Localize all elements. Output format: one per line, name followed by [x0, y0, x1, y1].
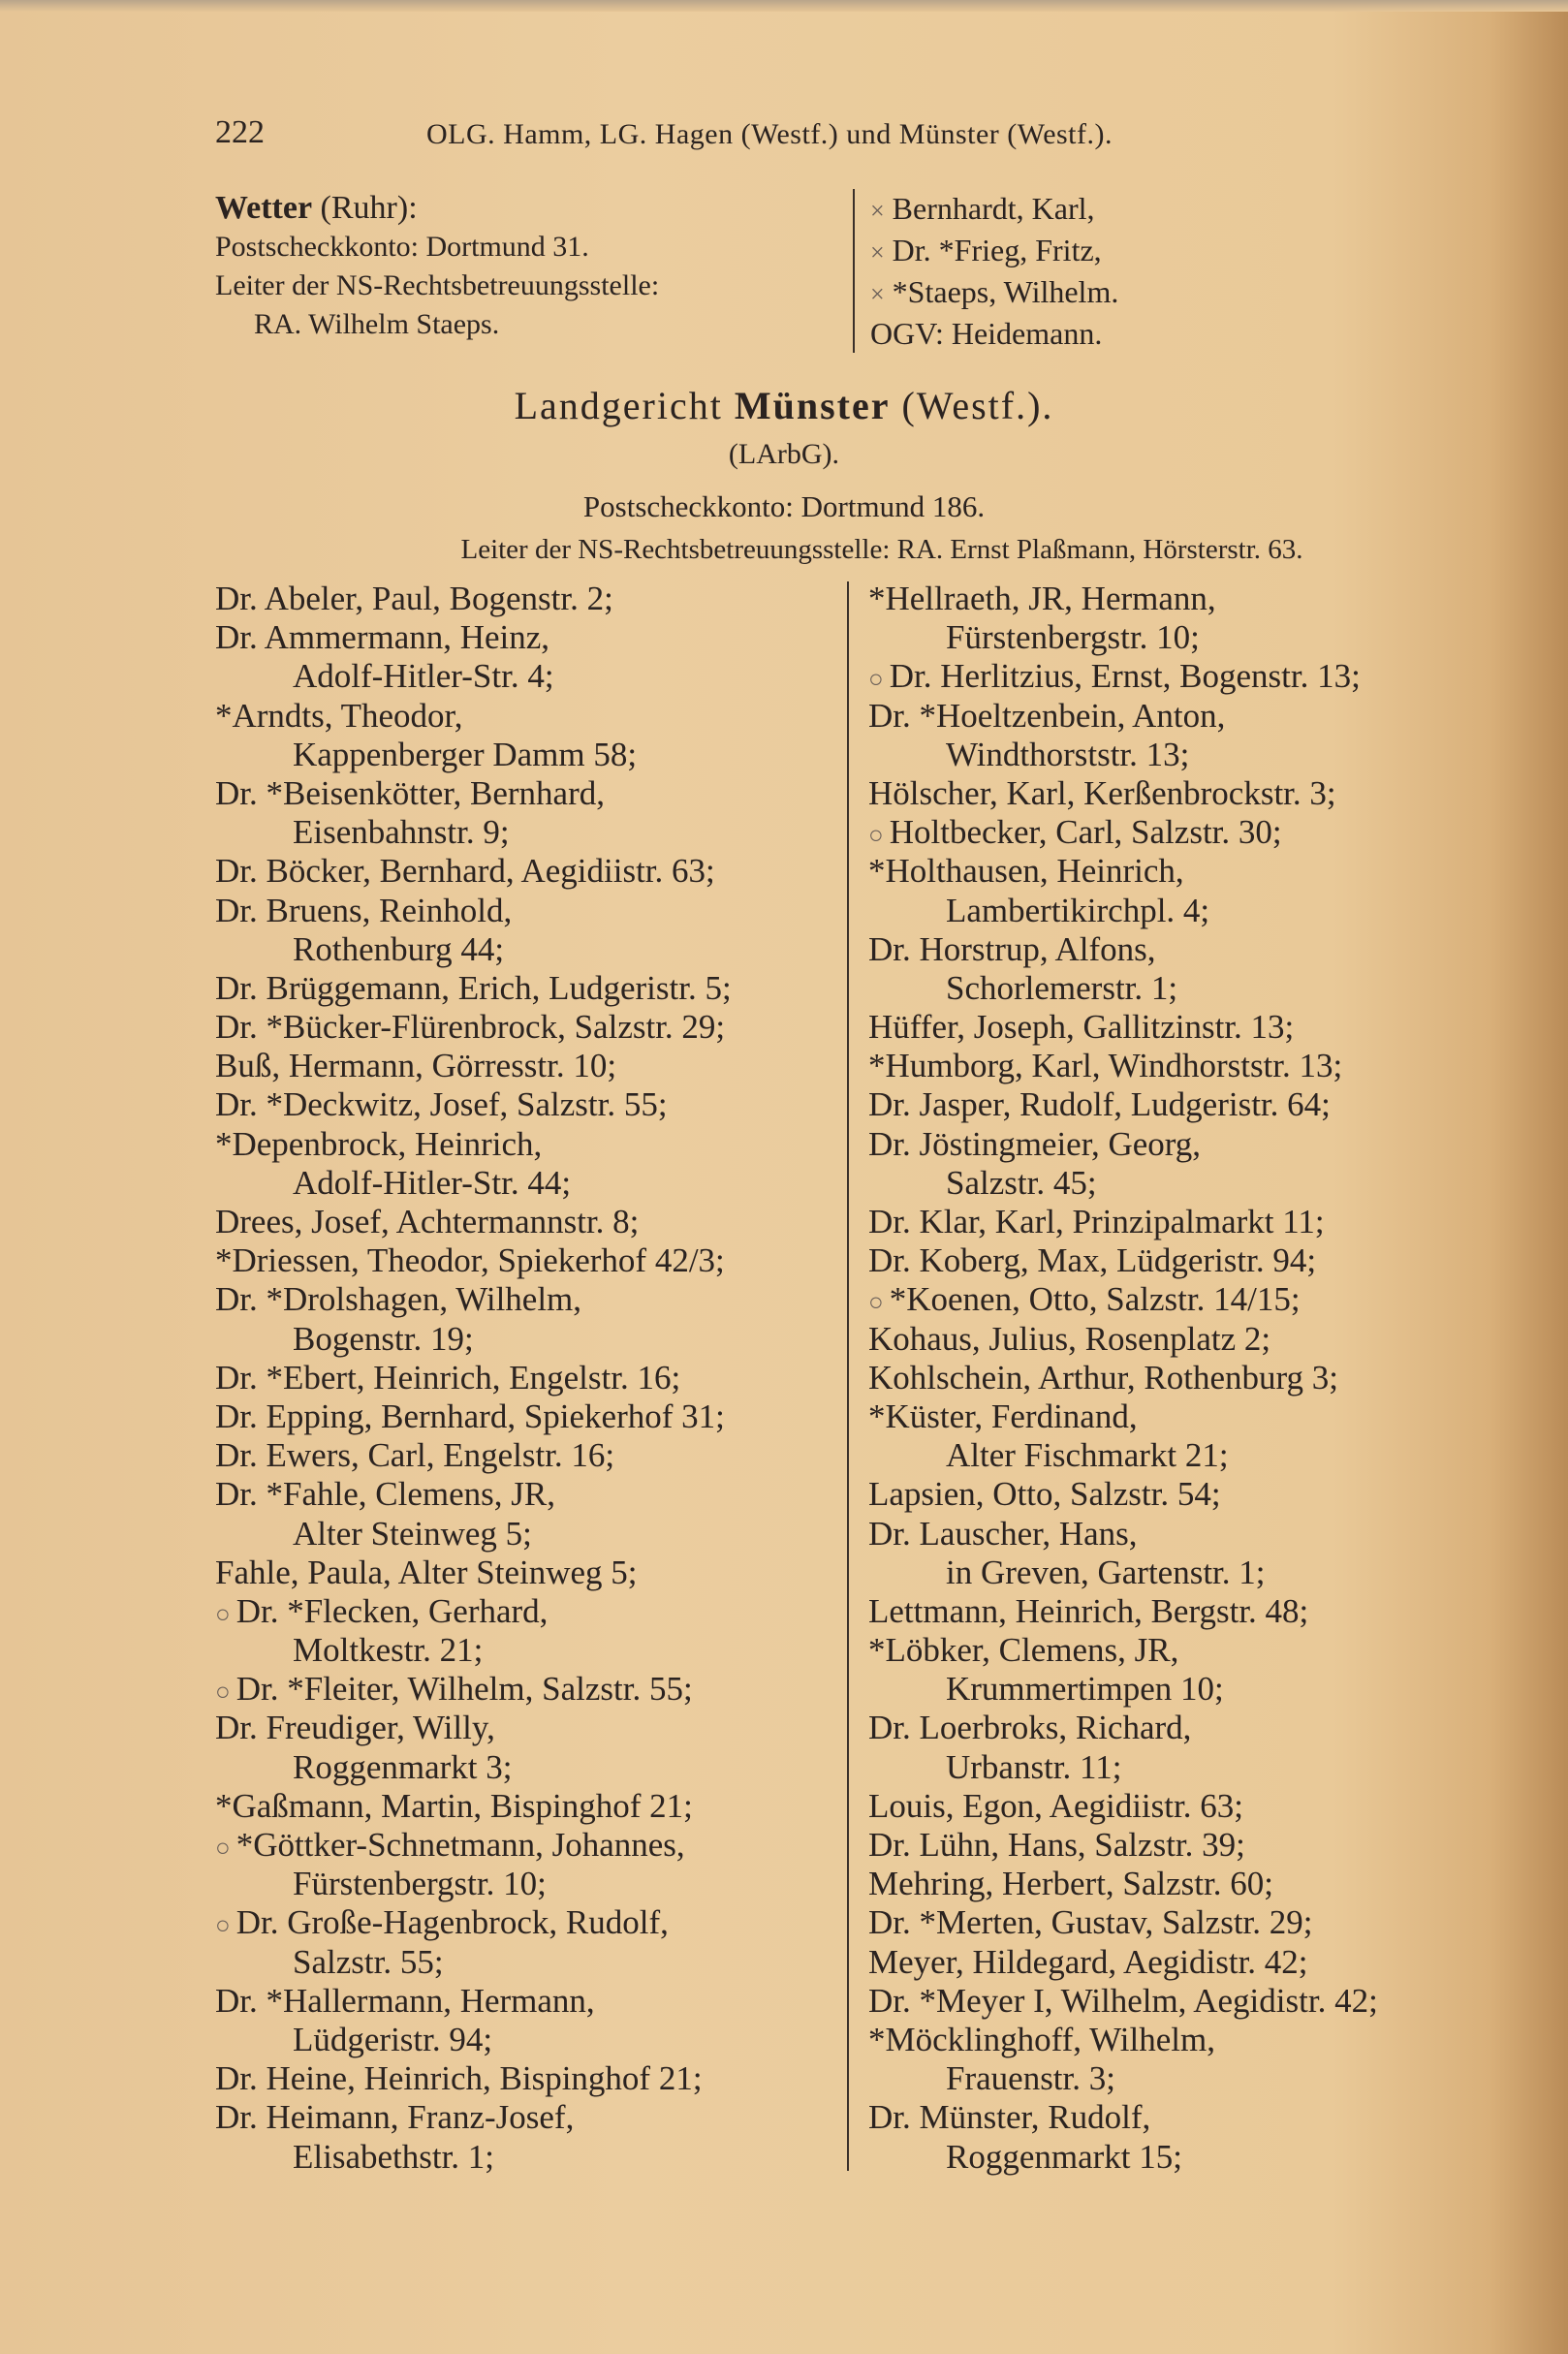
list-item: [215, 1320, 843, 1359]
list-item: [868, 1320, 1508, 1359]
entry-text: Dr. *Flecken, Gerhard,: [235, 1591, 549, 1630]
circle-marker-icon: ○: [215, 1678, 231, 1707]
list-item: [868, 1125, 1508, 1164]
list-item: [868, 852, 1508, 891]
entry-text: Fürstenbergstr. 10;: [946, 618, 1200, 657]
entry-text: Dr. Lühn, Hans, Salzstr. 39;: [868, 1826, 1245, 1864]
entry-text: Moltkestr. 21;: [293, 1631, 484, 1670]
list-item: [215, 1592, 843, 1631]
list-item: [215, 930, 843, 969]
entry-text: Dr. Abeler, Paul, Bogenstr. 2;: [215, 580, 613, 617]
wetter-leiter-label: Leiter der NS-Rechtsbetreuungsstelle:: [215, 269, 660, 301]
entry-text: Fahle, Paula, Alter Steinweg 5;: [215, 1553, 638, 1591]
list-item: [215, 1280, 843, 1319]
entry-text: Meyer, Hildegard, Aegidistr. 42;: [868, 1942, 1308, 1981]
list-item: [868, 892, 1508, 930]
entry-text: Louis, Egon, Aegidiistr. 63;: [868, 1786, 1243, 1825]
entry-text: Mehring, Herbert, Salzstr. 60;: [868, 1865, 1273, 1903]
wetter-heading: [215, 189, 835, 228]
entry-text: Hölscher, Karl, Kerßenbrockstr. 3;: [868, 773, 1336, 812]
list-item: [868, 1085, 1508, 1124]
list-item: [215, 580, 843, 618]
entry-text: Dr. *Bücker-Flürenbrock, Salzstr. 29;: [215, 1008, 726, 1047]
list-item: [868, 1865, 1508, 1903]
entry-text: Dr. Ewers, Carl, Engelstr. 16;: [215, 1436, 615, 1475]
entry-text: Dr. Heimann, Franz-Josef,: [215, 2098, 575, 2137]
column-divider: [847, 581, 849, 2171]
wetter-members: [853, 189, 1118, 353]
list-item: [215, 697, 843, 736]
list-item: [868, 1047, 1508, 1085]
circle-marker-icon: ○: [215, 1834, 231, 1862]
entry-text: Fürstenbergstr. 10;: [293, 1865, 547, 1903]
cross-marker-icon: ×: [870, 197, 885, 225]
list-item: [215, 1826, 843, 1865]
entry-text: Krummertimpen 10;: [946, 1670, 1224, 1709]
entry-text: *Arndts, Theodor,: [215, 696, 463, 735]
entry-text: Buß, Hermann, Görresstr. 10;: [215, 1047, 617, 1085]
entry-text: *Depenbrock, Heinrich,: [215, 1124, 543, 1163]
list-item: [215, 1008, 843, 1047]
entry-text: Dr. Bruens, Reinhold,: [215, 891, 513, 929]
entry-text: Dr. Lauscher, Hans,: [868, 1514, 1138, 1553]
list-item: [215, 774, 843, 813]
entry-text: Kappenberger Damm 58;: [293, 735, 638, 773]
entry-text: Dr. Brüggemann, Erich, Ludgeristr. 5;: [215, 968, 732, 1007]
list-item: [215, 1125, 843, 1164]
entry-text: Kohaus, Julius, Rosenplatz 2;: [868, 1319, 1271, 1358]
list-item: [868, 580, 1508, 618]
circle-marker-icon: ○: [868, 821, 884, 850]
entry-text: Dr. Epping, Bernhard, Spiekerhof 31;: [215, 1397, 725, 1435]
entry-text: Dr. Herlitzius, Ernst, Bogenstr. 13;: [889, 657, 1361, 696]
list-item: [215, 1903, 843, 1942]
list-item: [215, 969, 843, 1008]
list-item: [215, 892, 843, 930]
section-postscheck: Postscheckkonto: Dortmund 186.: [582, 489, 986, 523]
list-item: [868, 1203, 1508, 1241]
entry-text: Adolf-Hitler-Str. 44;: [293, 1163, 572, 1202]
entry-text: Dr. Freudiger, Willy,: [215, 1709, 495, 1747]
entry-text: Drees, Josef, Achtermannstr. 8;: [215, 1203, 640, 1240]
list-item: [868, 930, 1508, 969]
list-item: [215, 1241, 843, 1280]
entry-text: Dr. *Hallermann, Hermann,: [215, 1981, 595, 2020]
entry-text: *Löbker, Clemens, JR,: [868, 1631, 1179, 1670]
entry-text: Dr. *Fahle, Clemens, JR,: [215, 1475, 555, 1514]
entry-text: Dr. *Deckwitz, Josef, Salzstr. 55;: [215, 1085, 668, 1124]
list-item: [215, 2021, 843, 2059]
running-head: OLG. Hamm, LG. Hagen (Westf.) und Münster (Westf.).: [426, 118, 1113, 150]
list-item: [215, 1787, 843, 1826]
section-title-post: (Westf.).: [890, 384, 1054, 427]
page-top-edge: [0, 0, 1568, 12]
entry-text: Dr. Jasper, Rudolf, Ludgeristr. 64;: [868, 1085, 1331, 1124]
wetter-leiter-name: RA. Wilhelm Staeps.: [254, 308, 500, 340]
list-item: [215, 852, 843, 891]
list-item: [868, 1436, 1508, 1475]
list-item: [215, 1436, 843, 1475]
list-item: [868, 1280, 1508, 1319]
entry-text: *Holthausen, Heinrich,: [868, 852, 1184, 891]
section-subtitle: (LArbG).: [728, 438, 840, 470]
entry-text: *Staeps, Wilhelm.: [892, 274, 1119, 309]
list-item: [868, 2098, 1508, 2137]
list-item: [215, 1047, 843, 1085]
entry-text: Roggenmarkt 15;: [946, 2137, 1182, 2176]
list-item: [868, 736, 1508, 774]
entry-text: Schorlemerstr. 1;: [946, 968, 1178, 1007]
entry-text: Dr. Koberg, Max, Lüdgeristr. 94;: [868, 1241, 1317, 1280]
entry-text: Rothenburg 44;: [293, 929, 505, 968]
list-item: [868, 1982, 1508, 2021]
list-item: [868, 1515, 1508, 1554]
right-column: [868, 580, 1508, 2177]
entry-text: *Koenen, Otto, Salzstr. 14/15;: [889, 1280, 1301, 1319]
list-item: [215, 1709, 843, 1747]
section-leiter: Leiter der NS-Rechtsbetreuungsstelle: RA. Ernst Plaßmann, Hörsterstr. 63.: [460, 534, 1303, 565]
list-item: [868, 1787, 1508, 1826]
list-item: [868, 1397, 1508, 1436]
entry-text: *Göttker-Schnetmann, Johannes,: [235, 1826, 685, 1864]
list-item: [868, 1670, 1508, 1709]
list-item: [868, 618, 1508, 657]
entry-text: Dr. Klar, Karl, Prinzipalmarkt 11;: [868, 1203, 1325, 1240]
list-item: [868, 1826, 1508, 1865]
entry-text: Windthorststr. 13;: [946, 735, 1190, 773]
list-item: [215, 813, 843, 852]
list-item: [215, 1865, 843, 1903]
entry-text: Dr. *Ebert, Heinrich, Engelstr. 16;: [215, 1358, 681, 1397]
wetter-title-rest: (Ruhr):: [312, 190, 418, 226]
entry-text: Kohlschein, Arthur, Rothenburg 3;: [868, 1358, 1338, 1397]
entry-text: in Greven, Gartenstr. 1;: [946, 1553, 1266, 1591]
section-title: [0, 383, 1568, 428]
entry-text: *Gaßmann, Martin, Bispinghof 21;: [215, 1786, 693, 1825]
list-item: [868, 1943, 1508, 1982]
entry-text: *Driessen, Theodor, Spiekerhof 42/3;: [215, 1241, 725, 1280]
list-item: [868, 1241, 1508, 1280]
entry-text: Dr. Loerbroks, Richard,: [868, 1709, 1192, 1747]
list-item: [868, 657, 1508, 696]
entry-text: *Humborg, Karl, Windhorststr. 13;: [868, 1047, 1343, 1085]
list-item: [215, 736, 843, 774]
list-item: [870, 189, 1118, 231]
list-item: [868, 1008, 1508, 1047]
entry-text: Dr. *Merten, Gustav, Salzstr. 29;: [868, 1903, 1313, 1942]
list-item: [868, 1903, 1508, 1942]
entry-text: Dr. Jöstingmeier, Georg,: [868, 1124, 1202, 1163]
wetter-section: [215, 189, 835, 344]
list-item: [215, 1397, 843, 1436]
list-item: [868, 2021, 1508, 2059]
entry-text: Urbanstr. 11;: [946, 1747, 1122, 1786]
list-item: [868, 697, 1508, 736]
list-item: [870, 314, 1118, 353]
entry-text: Dr. Horstrup, Alfons,: [868, 929, 1156, 968]
circle-marker-icon: ○: [215, 1599, 231, 1628]
entry-text: Lambertikirchpl. 4;: [946, 891, 1210, 929]
list-item: [868, 1164, 1508, 1203]
left-column: [215, 580, 843, 2177]
list-item: [215, 1748, 843, 1787]
circle-marker-icon: ○: [868, 665, 884, 694]
list-item: [215, 1943, 843, 1982]
section-title-pre: Landgericht: [514, 384, 735, 427]
list-item: [215, 1982, 843, 2021]
list-item: [215, 1554, 843, 1592]
page-number: 222: [215, 114, 265, 150]
circle-marker-icon: ○: [215, 1911, 231, 1940]
entry-text: Lettmann, Heinrich, Bergstr. 48;: [868, 1591, 1309, 1630]
list-item: [868, 1475, 1508, 1514]
entry-text: *Möcklinghoff, Wilhelm,: [868, 2020, 1215, 2058]
entry-text: Dr. *Fleiter, Wilhelm, Salzstr. 55;: [235, 1670, 693, 1709]
entry-text: Adolf-Hitler-Str. 4;: [293, 657, 554, 696]
cross-marker-icon: ×: [870, 280, 885, 308]
entry-text: Dr. Münster, Rudolf,: [868, 2098, 1151, 2137]
entry-text: Eisenbahnstr. 9;: [293, 813, 510, 852]
entry-text: *Küster, Ferdinand,: [868, 1397, 1138, 1435]
entry-text: Lapsien, Otto, Salzstr. 54;: [868, 1475, 1221, 1514]
entry-text: Dr. *Beisenkötter, Bernhard,: [215, 773, 605, 812]
list-item: [215, 657, 843, 696]
entry-text: Salzstr. 55;: [293, 1942, 444, 1981]
entry-text: Hüffer, Joseph, Gallitzinstr. 13;: [868, 1008, 1295, 1047]
cross-marker-icon: ×: [870, 238, 885, 267]
entry-text: Dr. Große-Hagenbrock, Rudolf,: [235, 1903, 669, 1942]
list-item: [868, 813, 1508, 852]
entry-text: Dr. *Meyer I, Wilhelm, Aegidistr. 42;: [868, 1981, 1378, 2020]
section-title-city: Münster: [734, 384, 891, 427]
entry-text: Bernhardt, Karl,: [892, 191, 1095, 226]
entry-text: Elisabethstr. 1;: [293, 2137, 495, 2176]
list-item: [868, 1748, 1508, 1787]
list-item: [215, 1515, 843, 1554]
list-item: [868, 969, 1508, 1008]
list-item: [215, 2059, 843, 2098]
list-item: [868, 1359, 1508, 1397]
list-item: [868, 1554, 1508, 1592]
list-item: [215, 2098, 843, 2137]
list-item: [868, 1631, 1508, 1670]
entry-text: Holtbecker, Carl, Salzstr. 30;: [889, 813, 1282, 852]
list-item: [868, 1709, 1508, 1747]
entry-text: Alter Fischmarkt 21;: [946, 1436, 1229, 1475]
entry-text: Frauenstr. 3;: [946, 2059, 1115, 2098]
wetter-postscheck: Postscheckkonto: Dortmund 31.: [215, 231, 589, 263]
list-item: [868, 2059, 1508, 2098]
list-item: [215, 1164, 843, 1203]
entry-text: OGV: Heidemann.: [870, 316, 1103, 351]
entry-text: Dr. *Drolshagen, Wilhelm,: [215, 1280, 582, 1319]
list-item: [868, 774, 1508, 813]
list-item: [215, 1085, 843, 1124]
list-item: [215, 2138, 843, 2177]
list-item: [215, 1670, 843, 1709]
list-item: [868, 2138, 1508, 2177]
list-item: [215, 618, 843, 657]
entry-text: Salzstr. 45;: [946, 1163, 1097, 1202]
list-item: [870, 231, 1118, 272]
entry-text: Alter Steinweg 5;: [293, 1514, 532, 1553]
entry-text: Lüdgeristr. 94;: [293, 2020, 493, 2058]
list-item: [870, 272, 1118, 314]
list-item: [215, 1203, 843, 1241]
entry-text: Dr. *Hoeltzenbein, Anton,: [868, 696, 1226, 735]
list-item: [215, 1359, 843, 1397]
circle-marker-icon: ○: [868, 1288, 884, 1317]
entry-text: Dr. Ammermann, Heinz,: [215, 618, 550, 657]
entry-text: Dr. *Frieg, Fritz,: [892, 233, 1102, 267]
list-item: [215, 1475, 843, 1514]
entry-text: *Hellraeth, JR, Hermann,: [868, 580, 1216, 617]
entry-text: Roggenmarkt 3;: [293, 1747, 513, 1786]
list-item: [215, 1631, 843, 1670]
entry-text: Dr. Heine, Heinrich, Bispinghof 21;: [215, 2059, 703, 2098]
wetter-title: Wetter: [215, 190, 313, 226]
list-item: [868, 1592, 1508, 1631]
entry-text: Bogenstr. 19;: [293, 1319, 474, 1358]
entry-text: Dr. Böcker, Bernhard, Aegidiistr. 63;: [215, 852, 715, 891]
